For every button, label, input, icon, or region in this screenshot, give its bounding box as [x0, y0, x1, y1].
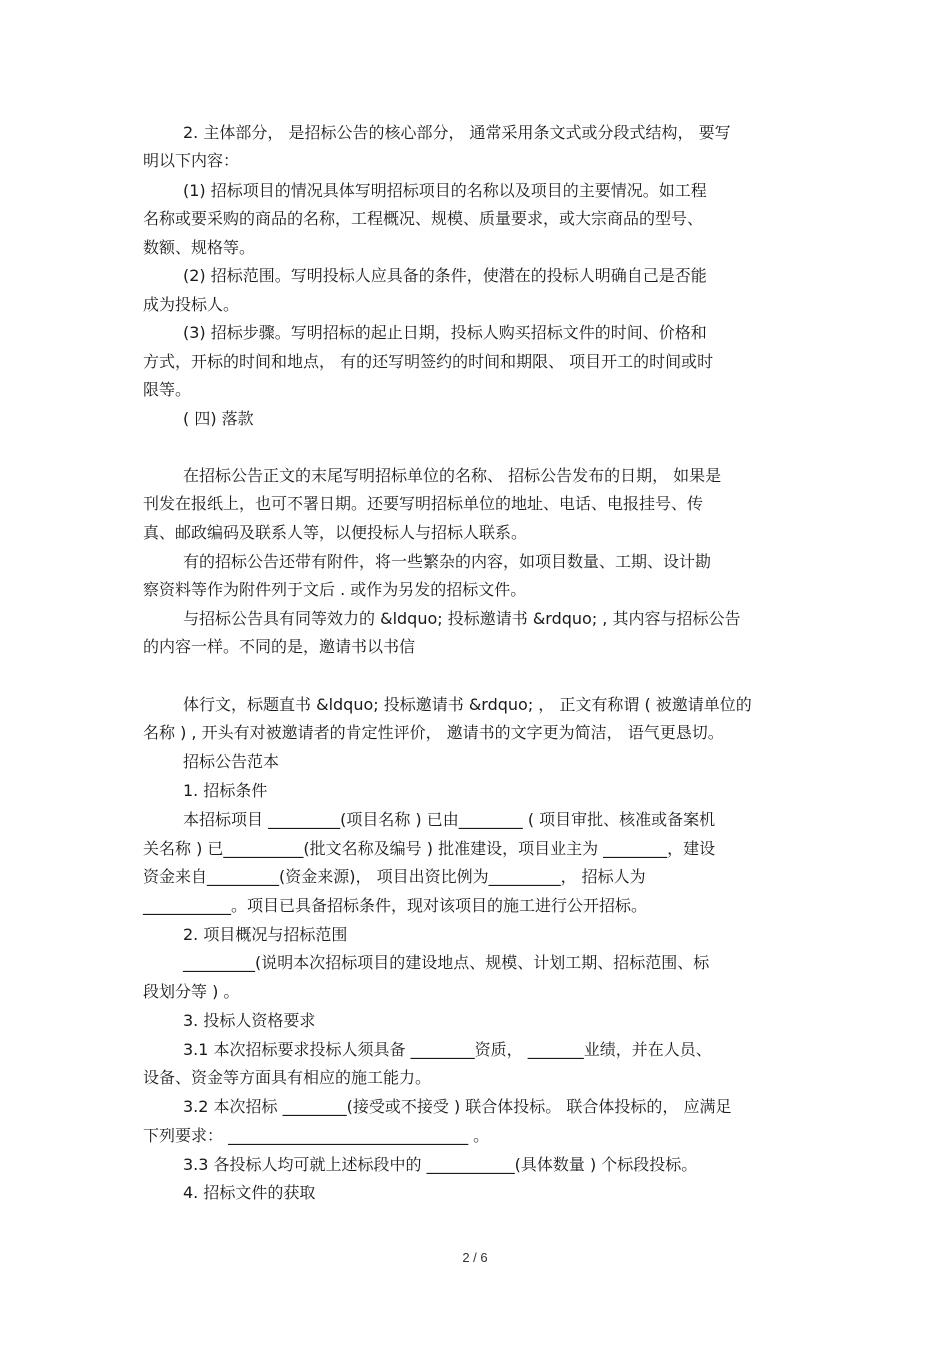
text-line: 设备、资金等方面具有相应的施工能力。: [143, 1068, 432, 1087]
section-heading: ( 四) 落款: [183, 409, 254, 428]
text-line: 资金来自_________(资金来源)， 项目出资比例为_________， 招标人为: [143, 867, 646, 886]
text-line: 2. 主体部分， 是招标公告的核心部分， 通常采用条文式或分段式结构， 要写: [183, 123, 731, 142]
text-line: (1) 招标项目的情况具体写明招标项目的名称以及项目的主要情况。如工程: [183, 181, 707, 200]
text-line: 与招标公告具有同等效力的 &ldquo; 投标邀请书 &rdquo; , 其内容与招标公告: [183, 609, 741, 628]
text-line: 3.2 本次招标 ________(接受或不接受 ) 联合体投标。 联合体投标的， 应满足: [183, 1097, 732, 1116]
text-line: 有的招标公告还带有附件，将一些繁杂的内容，如项目数量、工期、设计勘: [183, 552, 712, 571]
text-line: 数额、规格等。: [143, 238, 256, 257]
section-heading: 4. 招标文件的获取: [183, 1183, 316, 1202]
text-line: 在招标公告正文的末尾写明招标单位的名称、 招标公告发布的日期， 如果是: [183, 466, 722, 485]
text-line: 3.3 各投标人均可就上述标段中的 ___________(具体数量 ) 个标段投标。: [183, 1155, 698, 1174]
text-line: _________(说明本次招标项目的建设地点、规模、计划工期、招标范围、标: [183, 953, 710, 972]
text-line: 段划分等 ) 。: [143, 982, 240, 1001]
page-number: 2 / 6: [462, 1250, 488, 1265]
text-line: 成为投标人。: [143, 295, 240, 314]
text-line: 下列要求： ______________________________ 。: [143, 1126, 490, 1145]
text-line: 刊发在报纸上，也可不署日期。还要写明招标单位的地址、电话、电报挂号、传: [143, 494, 704, 513]
section-heading: 3. 投标人资格要求: [183, 1011, 316, 1030]
text-line: 体行文，标题直书 &ldquo; 投标邀请书 &rdquo; ， 正文有称谓 ( 被邀请单位的: [183, 695, 752, 714]
text-line: 关名称 ) 已__________(批文名称及编号 ) 批准建设，项目业主为 ________，建设: [143, 839, 716, 858]
section-heading: 招标公告范本: [183, 752, 280, 771]
text-line: ___________。项目已具备招标条件，现对该项目的施工进行公开招标。: [143, 896, 648, 915]
section-heading: 2. 项目概况与招标范围: [183, 925, 348, 944]
text-line: 本招标项目 _________(项目名称 ) 已由________ ( 项目审批、核准或备案机: [183, 810, 716, 829]
text-line: (2) 招标范围。写明投标人应具备的条件，使潜在的投标人明确自己是否能: [183, 266, 707, 285]
text-line: 明以下内容：: [143, 151, 240, 170]
text-line: 的内容一样。不同的是，邀请书以书信: [143, 637, 416, 656]
text-line: 限等。: [143, 380, 192, 399]
text-line: 3.1 本次招标要求投标人须具备 ________资质， _______业绩，并在人员、: [183, 1040, 712, 1059]
text-line: 名称 ) , 开头有对被邀请者的肯定性评价， 邀请书的文字更为简洁， 语气更恳切。: [143, 723, 724, 742]
section-heading: 1. 招标条件: [183, 781, 268, 800]
text-line: (3) 招标步骤。写明招标的起止日期，投标人购买招标文件的时间、价格和: [183, 323, 707, 342]
text-line: 真、邮政编码及联系人等，以便投标人与招标人联系。: [143, 523, 528, 542]
text-line: 察资料等作为附件列于文后 . 或作为另发的招标文件。: [143, 580, 527, 599]
text-line: 名称或要采购的商品的名称，工程概况、规模、质量要求，或大宗商品的型号、: [143, 209, 704, 228]
text-line: 方式，开标的时间和地点， 有的还写明签约的时间和期限、 项目开工的时间或时: [143, 352, 714, 371]
